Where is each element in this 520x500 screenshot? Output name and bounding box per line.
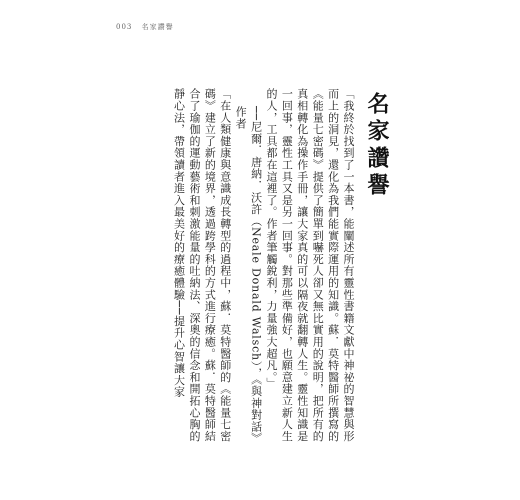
page-number: 003 [116, 23, 133, 31]
quote-body [110, 88, 356, 448]
quote-attribution: ──尼爾．唐納．沃許（Neale Donald Walsch），《與神對話》作者 [234, 106, 263, 445]
quote-paragraph [171, 88, 233, 448]
quote-text: 「在人類健康與意識成長轉型的過程中，蘇．莫特醫師的《能量七密碼》建立了新的境界，透過跨學科的方式進行療癒。蘇．莫特醫師結合了瑜伽的運動藝術和刺激能量的吐納法、深奧的信念和開拓心胸的靜心法，帶領讀者進入最美好的療癒體驗──提升心智讓大家 [172, 88, 232, 442]
running-title: 名家讚譽 [141, 23, 174, 31]
quote-paragraph [233, 88, 356, 448]
section-title: 名家讚譽 [364, 92, 389, 200]
running-header [116, 22, 174, 32]
quote-text: 「我終於找到了一本書，能闡述所有靈性書籍文獻中神祕的智慧與形而上的洞見，還化為我們能實際運用的知識。蘇．莫特醫師所撰寫的《能量七密碼》提供了簡單到嚇死人卻又無比實用的說明，把所有的真相轉化為操作手冊，讓大家真的可以隔夜就翻轉人生。靈性知識是一回事，靈性工具又是另一回事。對那些準備好，也願意建立新人生的人，工具都在這裡了。作者筆觸銳利，力量強大超凡。」 [264, 88, 355, 442]
